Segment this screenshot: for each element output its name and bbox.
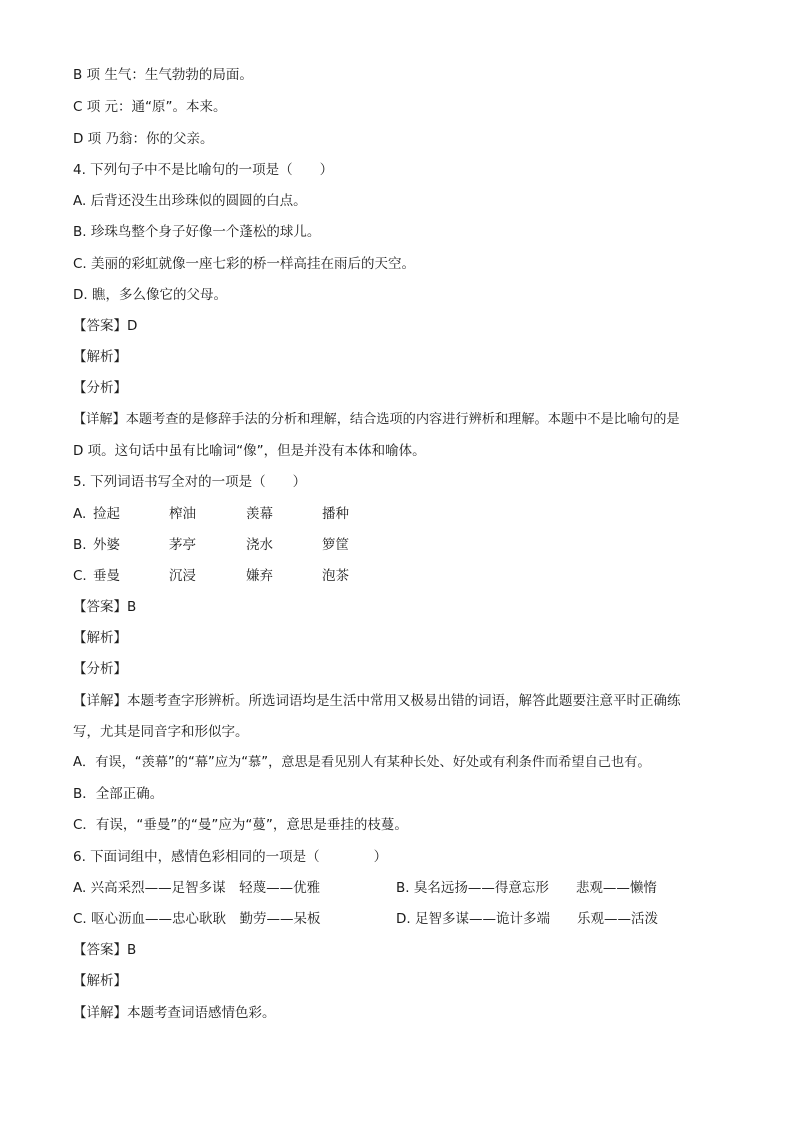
q4-option-c: C. 美丽的彩虹就像一座七彩的桥一样高挂在雨后的天空。 — [73, 256, 416, 272]
q6-option-c: C. 呕心沥血——忠心耿耿 勤劳——呆板 — [73, 911, 321, 927]
q5-explanation-c: C．有误，“垂曼”的“曼”应为“蔓”，意思是垂挂的枝蔓。 — [73, 817, 408, 833]
q4-answer: 【答案】D — [73, 318, 138, 334]
q5-word: 浇水 — [246, 537, 273, 553]
q5-word: 嫌弃 — [246, 568, 273, 584]
q6-option-b: B. 臭名远扬——得意忘形 悲观——懒惰 — [396, 880, 657, 896]
q4-option-a: A. 后背还没生出珍珠似的圆圆的白点。 — [73, 193, 307, 209]
q5-word: 捡起 — [93, 506, 120, 522]
q6-detail: 【详解】本题考查词语感情色彩。 — [73, 1005, 276, 1021]
q5-word: 播种 — [322, 506, 349, 522]
q5-word: 外婆 — [93, 537, 120, 553]
q5-fenxi-heading: 【分析】 — [73, 661, 127, 677]
q5-explanation-a: A．有误，“羡幕”的“幕”应为“慕”，意思是看见别人有某种长处、好处或有利条件而希望自己也有。 — [73, 755, 651, 770]
q4-fenxi-heading: 【分析】 — [73, 380, 127, 396]
q5-option-label: A. — [73, 506, 87, 522]
c-item-explanation: C 项 元：通“原”。本来。 — [73, 99, 227, 115]
q5-word: 茅亭 — [169, 537, 196, 553]
q6-option-a: A. 兴高采烈——足智多谋 轻蔑——优雅 — [73, 880, 321, 896]
question-4: 4. 下列句子中不是比喻句的一项是（ ） — [73, 162, 334, 178]
question-6: 6. 下面词组中，感情色彩相同的一项是（ ） — [73, 849, 388, 865]
q6-analysis-heading: 【解析】 — [73, 973, 127, 989]
b-item-explanation: B 项 生气：生气勃勃的局面。 — [73, 67, 253, 83]
q4-option-b: B. 珍珠鸟整个身子好像一个蓬松的球儿。 — [73, 224, 321, 240]
q5-word: 垂曼 — [93, 568, 120, 584]
q5-explanation-b: B．全部正确。 — [73, 786, 164, 802]
q5-option-label: C. — [73, 568, 87, 584]
q5-detail-line-2: 写，尤其是同音字和形似字。 — [73, 724, 249, 740]
q5-word: 羡幕 — [246, 506, 273, 522]
q4-detail-line-1: 【详解】本题考查的是修辞手法的分析和理解，结合选项的内容进行辨析和理解。本题中不是比喻句的是 — [73, 412, 680, 427]
q4-analysis-heading: 【解析】 — [73, 349, 127, 365]
q5-word: 沉浸 — [169, 568, 196, 584]
q6-answer: 【答案】B — [73, 942, 137, 958]
q4-detail-line-2: D 项。这句话中虽有比喻词“像”，但是并没有本体和喻体。 — [73, 443, 426, 459]
question-5: 5. 下列词语书写全对的一项是（ ） — [73, 474, 307, 490]
q6-option-d: D. 足智多谋——诡计多端 乐观——活泼 — [396, 911, 658, 927]
q5-analysis-heading: 【解析】 — [73, 630, 127, 646]
q5-word: 泡茶 — [322, 568, 349, 584]
q4-option-d: D. 瞧，多么像它的父母。 — [73, 287, 227, 303]
q5-answer: 【答案】B — [73, 599, 137, 615]
q5-word: 榨油 — [169, 506, 196, 522]
q5-detail-line-1: 【详解】本题考查字形辨析。所选词语均是生活中常用又极易出错的词语，解答此题要注意平时正确练 — [73, 693, 681, 709]
q5-option-label: B. — [73, 537, 87, 553]
q5-word: 箩筐 — [322, 537, 349, 553]
d-item-explanation: D 项 乃翁：你的父亲。 — [73, 131, 214, 147]
